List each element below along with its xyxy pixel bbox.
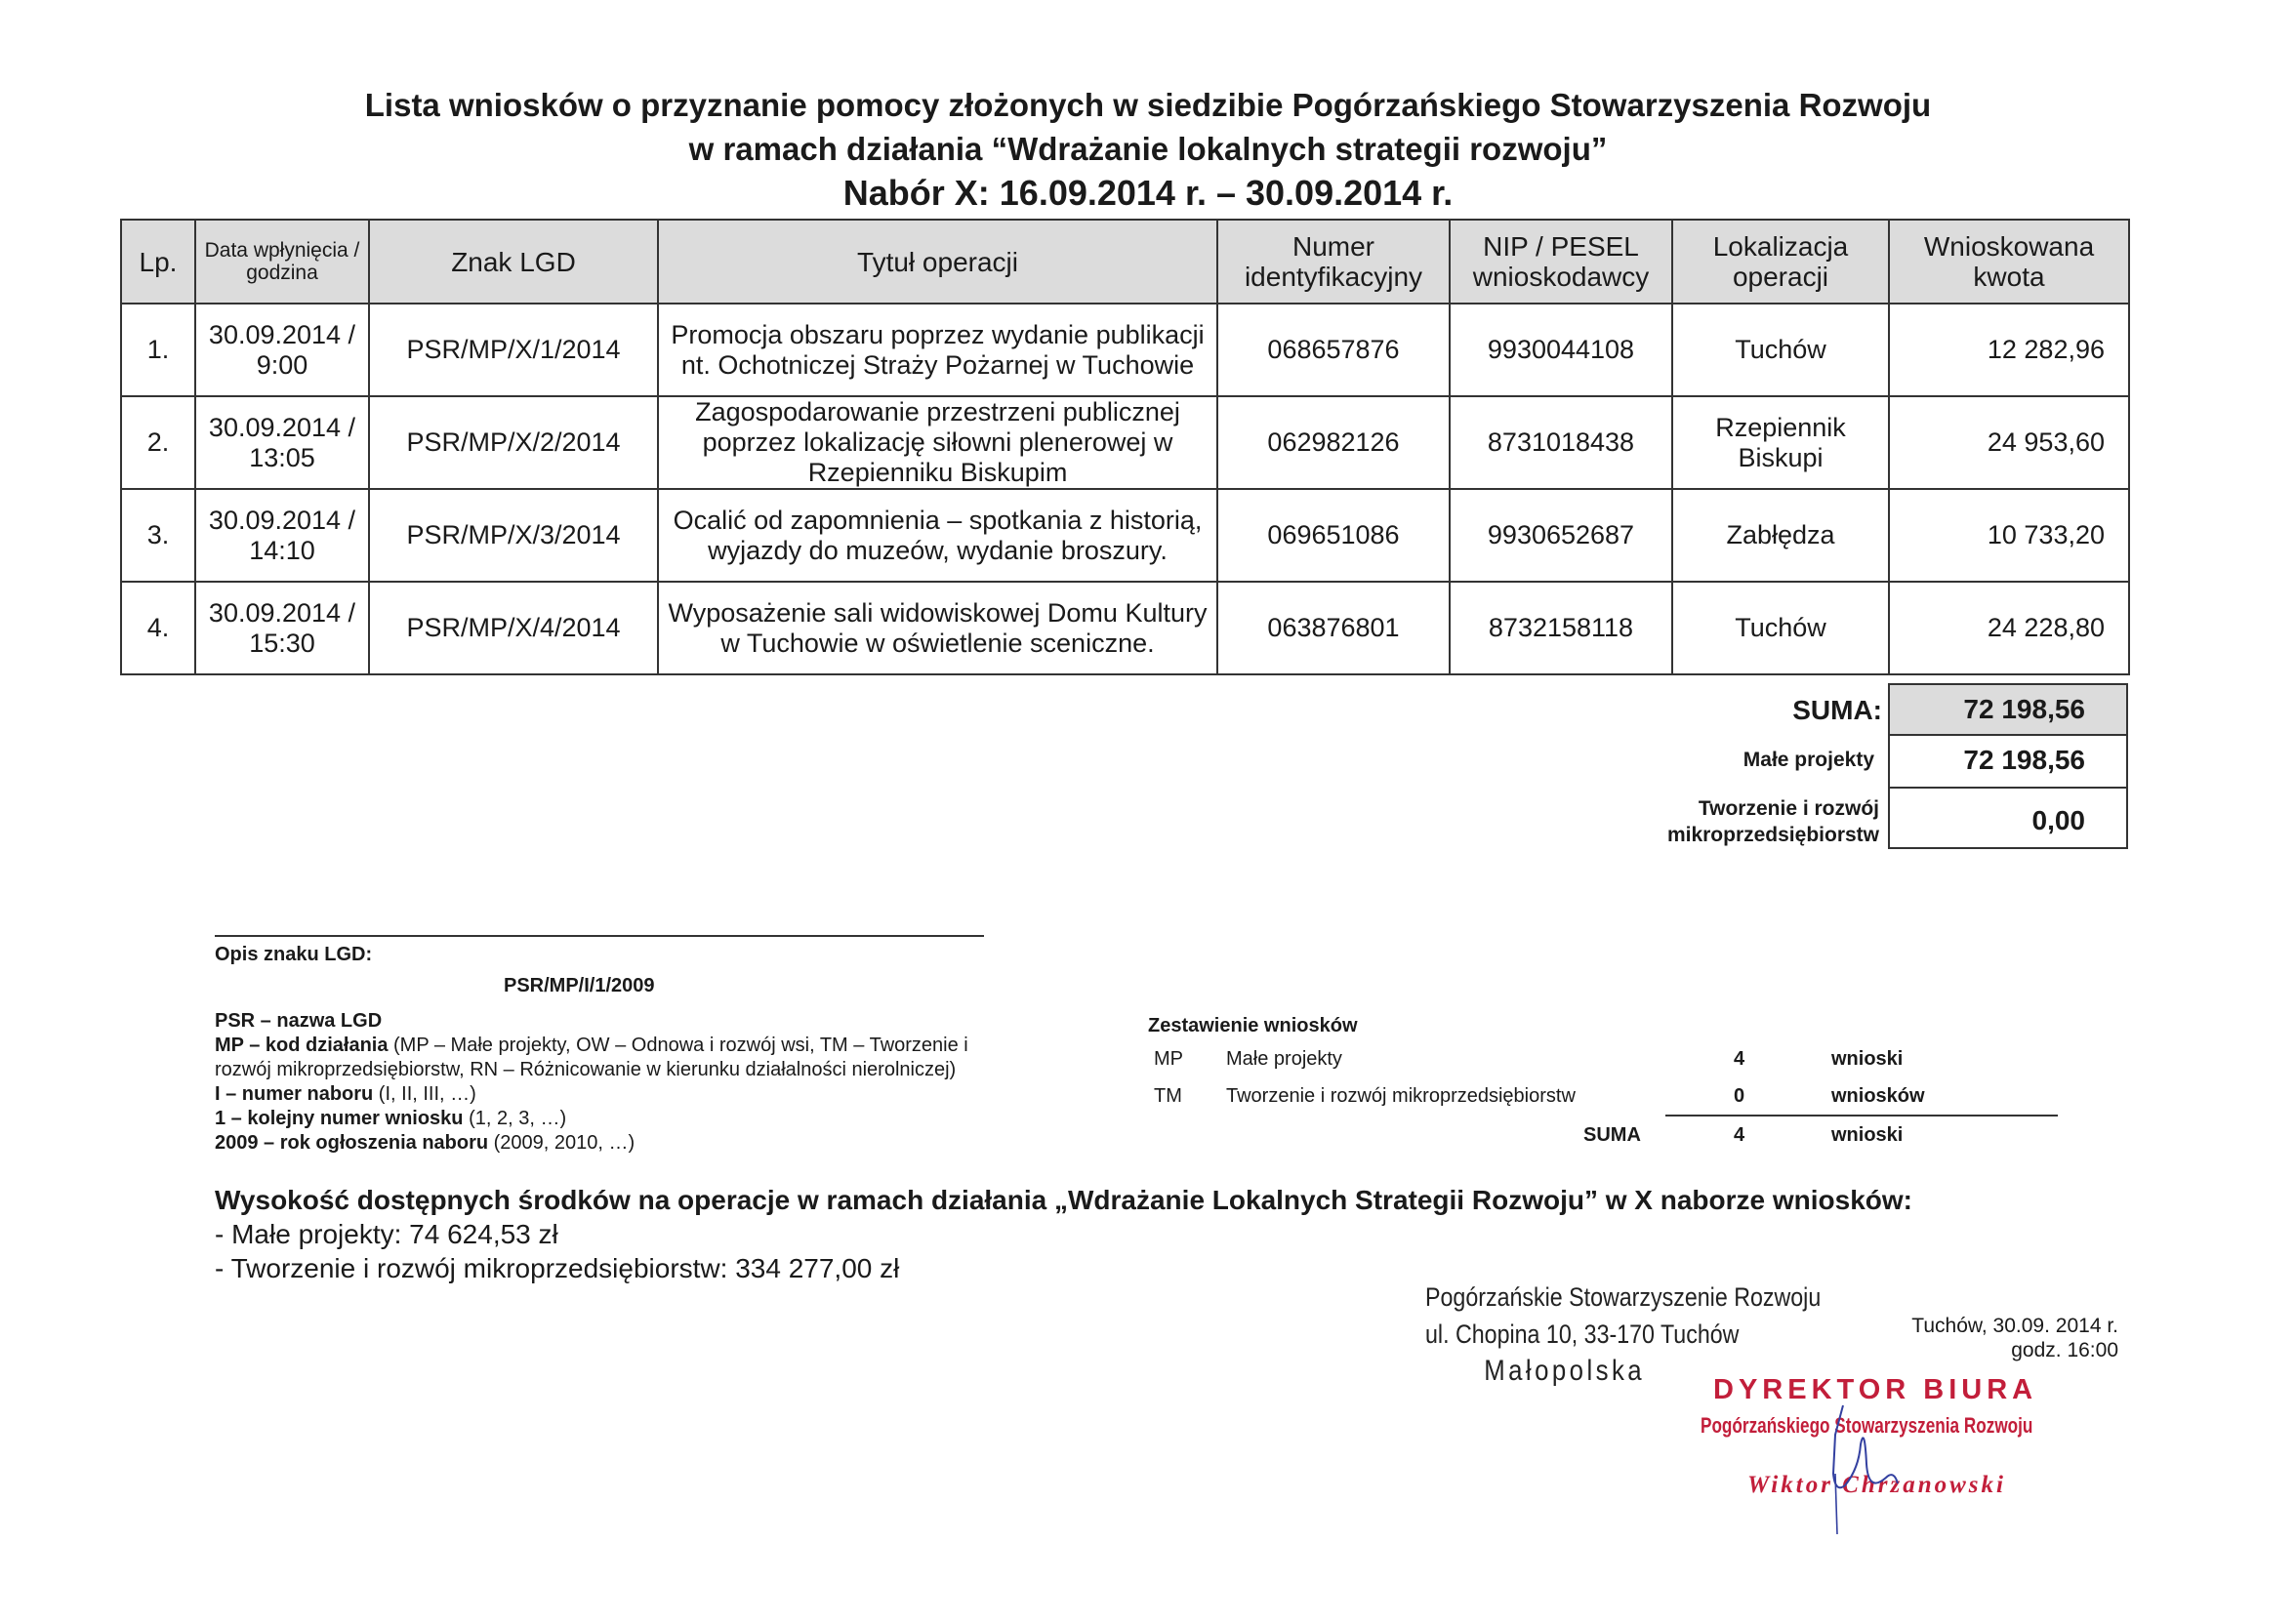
cell-title: Wyposażenie sali widowiskowej Domu Kultury w Tuchowie w oświetlenie sceniczne. (658, 582, 1217, 674)
cell-lp: 1. (121, 304, 195, 396)
male-projekty-value: 72 198,56 (1888, 734, 2128, 789)
header-lokalizacja: Lokalizacja operacji (1672, 220, 1889, 304)
place-date (1855, 1314, 2118, 1362)
header-numer: Numer identyfikacyjny (1217, 220, 1450, 304)
header-kwota: Wnioskowana kwota (1889, 220, 2129, 304)
address-region: Małopolska (1484, 1355, 1646, 1387)
zest-count-mp: 4 (1734, 1048, 1745, 1070)
cell-lp: 3. (121, 489, 195, 582)
suma-label: SUMA: (1792, 695, 1882, 725)
cell-numer: 062982126 (1217, 396, 1450, 489)
funds-tworzenie: - Tworzenie i rozwój mikroprzedsiębiorstw: 334 277,00 zł (215, 1253, 900, 1283)
zest-name-mp: Małe projekty (1226, 1048, 1342, 1070)
cell-title: Promocja obszaru poprzez wydanie publikacji nt. Ochotniczej Straży Pożarnej w Tuchowie (658, 304, 1217, 396)
cell-lokalizacja: Tuchów (1672, 304, 1889, 396)
zest-code-mp: MP (1154, 1048, 1183, 1070)
table-row (121, 396, 2129, 489)
lgd-mp-desc-cont: rozwój mikroprzedsiębiorstw, RN – Różnicowanie w kierunku działalności nierolniczej) (215, 1059, 957, 1080)
tworzenie-value: 0,00 (1888, 789, 2128, 849)
cell-numer: 063876801 (1217, 582, 1450, 674)
zest-code-tm: TM (1154, 1085, 1182, 1107)
cell-nip: 9930044108 (1450, 304, 1672, 396)
tworzenie-label: Tworzenie i rozwój mikroprzedsiębiorstw (1666, 797, 1879, 846)
place-date-line1: Tuchów, 30.09. 2014 r. (1911, 1315, 2118, 1337)
lgd-kolejny-numer-desc: (1, 2, 3, …) (463, 1108, 567, 1129)
lgd-rok-desc: (2009, 2010, …) (488, 1132, 636, 1154)
organization-address-stamp (1425, 1279, 1821, 1390)
lgd-description (215, 939, 1093, 1156)
cell-kwota: 24 228,80 (1889, 582, 2129, 674)
cell-kwota: 24 953,60 (1889, 396, 2129, 489)
signature (1816, 1376, 1904, 1542)
cell-znak: PSR/MP/X/4/2014 (369, 582, 658, 674)
director-stamp-name: Wiktor Chrzanowski (1747, 1472, 2006, 1498)
header-znak: Znak LGD (369, 220, 658, 304)
cell-znak: PSR/MP/X/1/2014 (369, 304, 658, 396)
cell-lokalizacja: Rzepiennik Biskupi (1672, 396, 1889, 489)
funds-male-projekty: - Małe projekty: 74 624,53 zł (215, 1219, 558, 1249)
address-line1: Pogórzańskie Stowarzyszenie Rozwoju (1425, 1282, 1822, 1312)
table-row (121, 582, 2129, 674)
funds-heading: Wysokość dostępnych środków na operacje w ramach działania „Wdrażanie Lokalnych Strategii Rozwoju” w X naborze wniosków: (215, 1185, 1912, 1215)
cell-nip: 8731018438 (1450, 396, 1672, 489)
lgd-numer-naboru: I – numer naboru (215, 1083, 374, 1105)
lgd-example: PSR/MP/I/1/2009 (504, 975, 655, 996)
cell-lokalizacja: Zabłędza (1672, 489, 1889, 582)
cell-znak: PSR/MP/X/3/2014 (369, 489, 658, 582)
cell-kwota: 10 733,20 (1889, 489, 2129, 582)
zestawienie (1148, 1011, 2066, 1157)
table-row (121, 304, 2129, 396)
cell-title: Zagospodarowanie przestrzeni publicznej poprzez lokalizację siłowni plenerowej w Rzepienniku Biskupim (658, 396, 1217, 489)
cell-lp: 4. (121, 582, 195, 674)
zestawienie-heading: Zestawienie wniosków (1148, 1015, 1358, 1036)
header-lp: Lp. (121, 220, 195, 304)
cell-numer: 069651086 (1217, 489, 1450, 582)
lgd-numer-naboru-desc: (I, II, III, …) (373, 1083, 476, 1105)
cell-kwota: 12 282,96 (1889, 304, 2129, 396)
document-title-line2: w ramach działania “Wdrażanie lokalnych strategii rozwoju” (688, 131, 1608, 167)
available-funds (215, 1183, 1912, 1285)
zest-count-tm: 0 (1734, 1085, 1745, 1107)
director-stamp-title: DYREKTOR BIURA (1713, 1374, 2038, 1405)
zest-suma-count: 4 (1734, 1124, 1745, 1146)
table-header-row (121, 220, 2129, 304)
header-nip: NIP / PESEL wnioskodawcy (1450, 220, 1672, 304)
zest-unit-tm: wniosków (1831, 1085, 1925, 1107)
lgd-psr: PSR – nazwa LGD (215, 1010, 383, 1032)
address-line2: ul. Chopina 10, 33-170 Tuchów (1425, 1320, 1740, 1349)
lgd-mp: MP – kod działania (215, 1035, 389, 1056)
zest-divider (1665, 1115, 2058, 1116)
cell-znak: PSR/MP/X/2/2014 (369, 396, 658, 489)
lgd-rok: 2009 – rok ogłoszenia naboru (215, 1132, 489, 1154)
lgd-mp-desc: (MP – Małe projekty, OW – Odnowa i rozwój wsi, TM – Tworzenie i (388, 1035, 968, 1056)
cell-nip: 9930652687 (1450, 489, 1672, 582)
cell-date: 30.09.2014 / 9:00 (195, 304, 369, 396)
header-title: Tytuł operacji (658, 220, 1217, 304)
lgd-heading: Opis znaku LGD: (215, 944, 373, 965)
header-date: Data wpłynięcia / godzina (195, 220, 369, 304)
cell-date: 30.09.2014 / 14:10 (195, 489, 369, 582)
zest-unit-mp: wnioski (1831, 1048, 1904, 1070)
zest-suma-unit: wnioski (1831, 1124, 1904, 1146)
cell-numer: 068657876 (1217, 304, 1450, 396)
cell-date: 30.09.2014 / 13:05 (195, 396, 369, 489)
divider-line (215, 935, 984, 937)
male-projekty-label: Małe projekty (1742, 749, 1874, 771)
cell-title: Ocalić od zapomnienia – spotkania z historią, wyjazdy do muzeów, wydanie broszury. (658, 489, 1217, 582)
document-title-line3: Nabór X: 16.09.2014 r. – 30.09.2014 r. (842, 173, 1454, 213)
document-title-line1: Lista wniosków o przyznanie pomocy złożonych w siedzibie Pogórzańskiego Stowarzyszenia Rozwoju (364, 87, 1932, 123)
cell-nip: 8732158118 (1450, 582, 1672, 674)
lgd-kolejny-numer: 1 – kolejny numer wniosku (215, 1108, 464, 1129)
zest-name-tm: Tworzenie i rozwój mikroprzedsiębiorstw (1226, 1085, 1576, 1107)
suma-value: 72 198,56 (1888, 683, 2128, 736)
cell-date: 30.09.2014 / 15:30 (195, 582, 369, 674)
cell-lokalizacja: Tuchów (1672, 582, 1889, 674)
zest-suma-label: SUMA (1583, 1124, 1641, 1146)
place-date-line2: godz. 16:00 (2011, 1339, 2118, 1361)
table-row (121, 489, 2129, 582)
applications-table (120, 219, 2130, 675)
director-stamp-org: Pogórzańskiego Stowarzyszenia Rozwoju (1701, 1413, 2033, 1438)
cell-lp: 2. (121, 396, 195, 489)
